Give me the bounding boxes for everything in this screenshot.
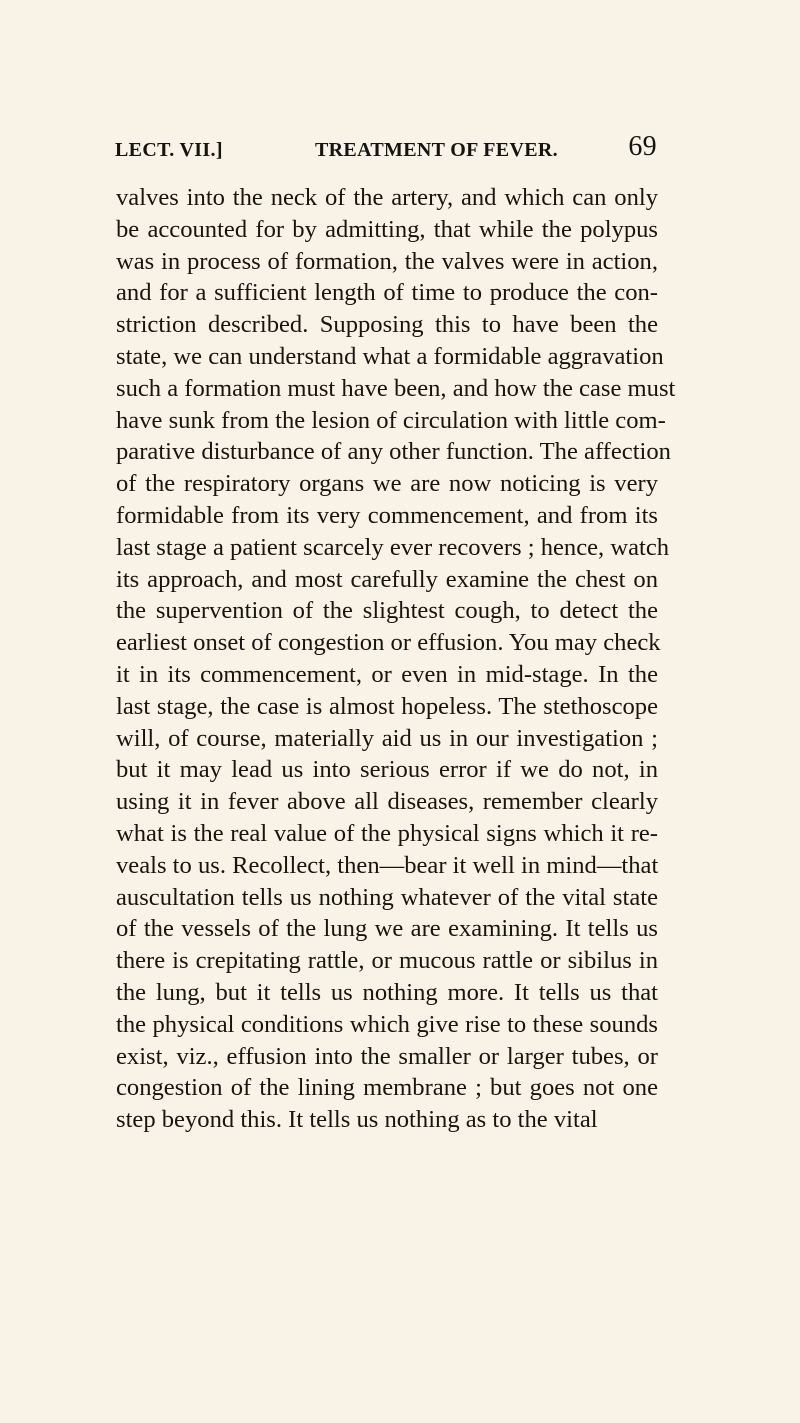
- text-line: be accounted for by admitting, that while the polypus: [116, 215, 658, 243]
- text-line: there is crepitating rattle, or mucous rattle or sibilus in: [116, 947, 658, 975]
- text-line: will, of course, materially aid us in our investigation ;: [116, 724, 658, 752]
- text-line: what is the real value of the physical signs which it re-: [116, 819, 658, 847]
- text-line: state, we can understand what a formidable aggravation: [116, 342, 664, 370]
- lecture-label: LECT. VII.]: [115, 139, 223, 161]
- text-line: striction described. Supposing this to have been the: [116, 311, 658, 339]
- body-text: [116, 182, 676, 1136]
- text-line: exist, viz., effusion into the smaller or larger tubes, or: [116, 1042, 658, 1070]
- text-line: of the respiratory organs we are now noticing is very: [116, 470, 658, 498]
- text-line: have sunk from the lesion of circulation with little com-: [116, 406, 666, 434]
- text-line: of the vessels of the lung we are examining. It tells us: [116, 915, 658, 943]
- text-line: the lung, but it tells us nothing more. It tells us that: [116, 978, 658, 1006]
- text-line: formidable from its very commencement, and from its: [116, 501, 658, 529]
- text-line: last stage a patient scarcely ever recovers ; hence, watch: [116, 533, 670, 561]
- text-line: such a formation must have been, and how the case must: [116, 374, 676, 402]
- page-number: 69: [628, 131, 657, 162]
- text-line: auscultation tells us nothing whatever of the vital state: [116, 883, 658, 911]
- text-line: using it in fever above all diseases, remember clearly: [116, 788, 658, 816]
- running-title: TREATMENT OF FEVER.: [315, 139, 558, 161]
- text-line: and for a sufficient length of time to produce the con-: [116, 279, 658, 307]
- text-line: last stage, the case is almost hopeless. The stethoscope: [116, 692, 658, 720]
- text-line: earliest onset of congestion or effusion. You may check: [116, 629, 661, 657]
- text-line: veals to us. Recollect, then—bear it well in mind—that: [116, 851, 659, 879]
- text-line: valves into the neck of the artery, and which can only: [116, 184, 658, 211]
- text-line: was in process of formation, the valves were in action,: [116, 247, 658, 275]
- text-line: congestion of the lining membrane ; but goes not one: [116, 1074, 658, 1102]
- text-line: parative disturbance of any other function. The affection: [116, 438, 671, 466]
- text-line: but it may lead us into serious error if we do not, in: [116, 756, 658, 784]
- text-line: the physical conditions which give rise to these sounds: [116, 1010, 658, 1038]
- text-line: it in its commencement, or even in mid-stage. In the: [116, 660, 658, 688]
- text-line: the supervention of the slightest cough, to detect the: [116, 597, 658, 625]
- text-line: its approach, and most carefully examine the chest on: [116, 565, 658, 593]
- running-head: [115, 133, 657, 167]
- text-line: step beyond this. It tells us nothing as to the vital: [116, 1106, 598, 1134]
